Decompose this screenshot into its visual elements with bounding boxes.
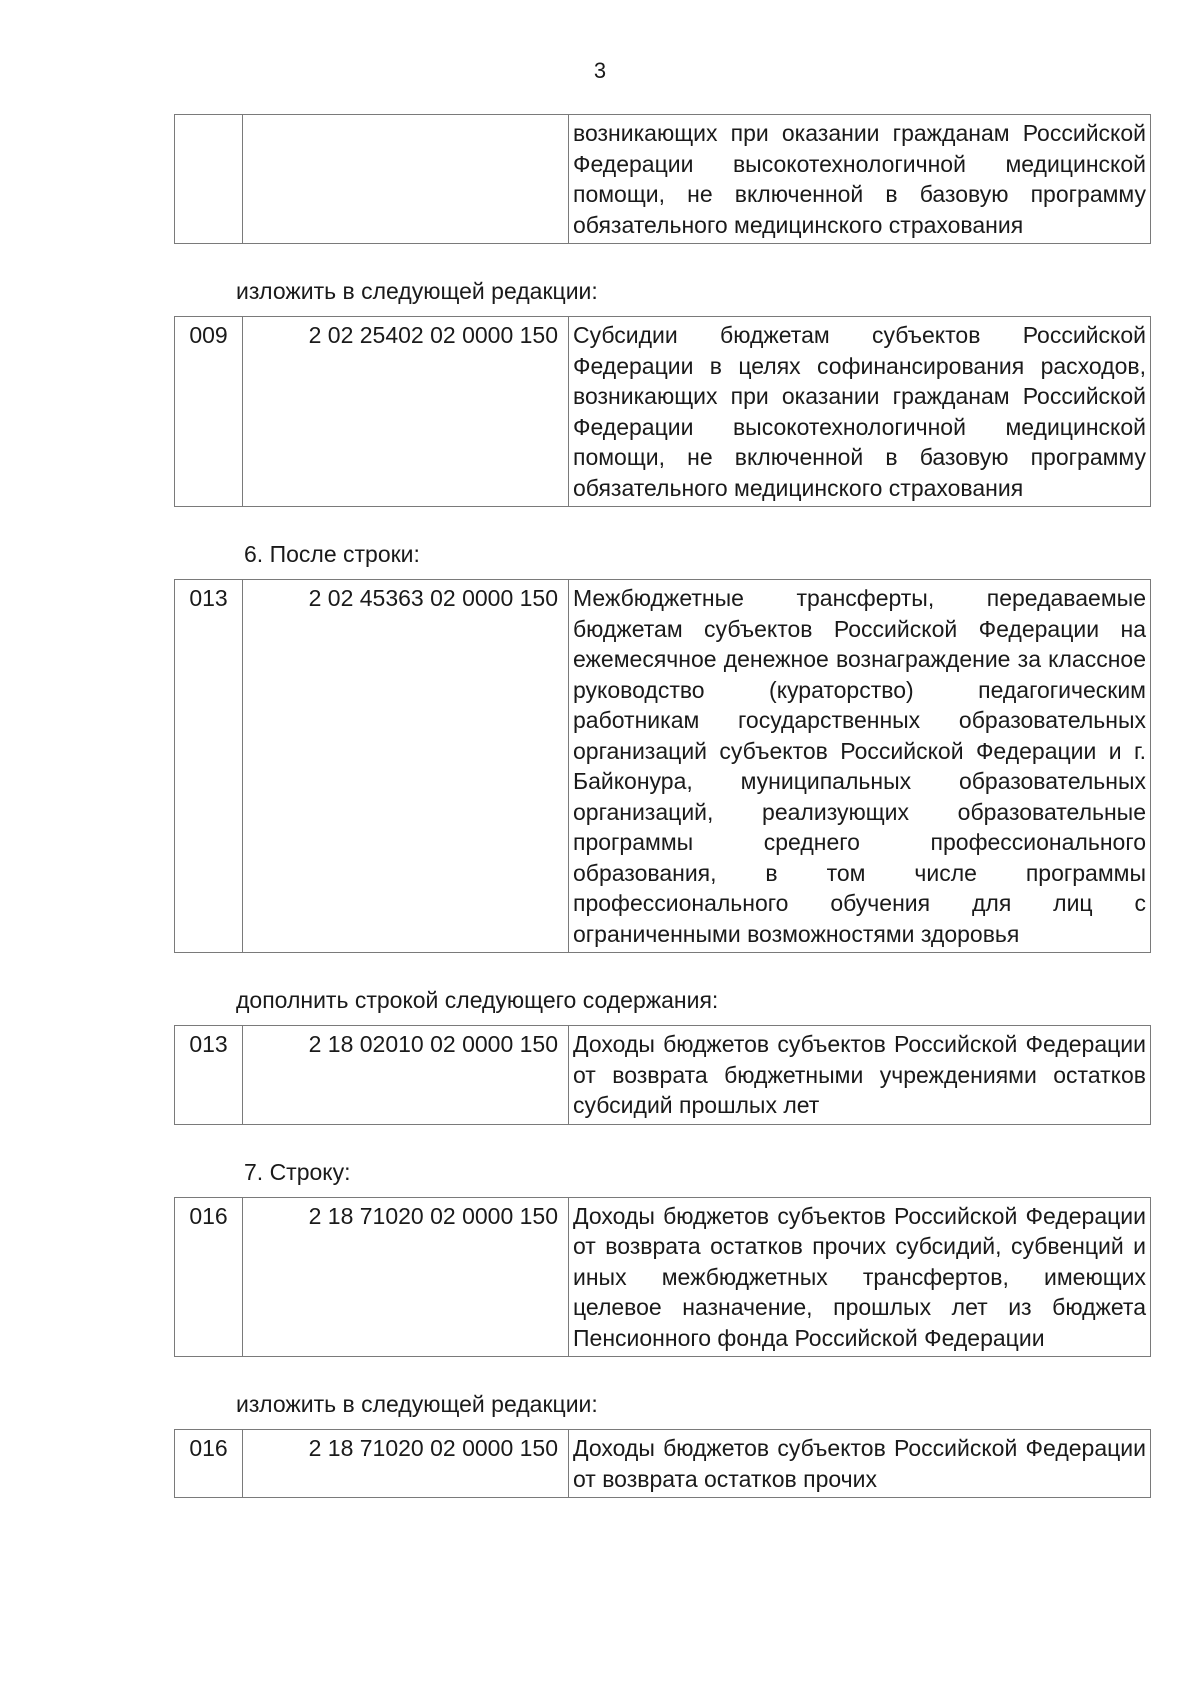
admin-code-cell: 013 [175,580,243,953]
document-body [174,114,1151,1498]
admin-code-cell: 013 [175,1026,243,1125]
table-row [175,1430,1151,1498]
instruction-text: 7. Строку: [244,1158,351,1185]
revenue-code-cell: 2 18 71020 02 0000 150 [243,1430,569,1498]
revenue-code-cell: 2 18 02010 02 0000 150 [243,1026,569,1125]
description-cell: Доходы бюджетов субъектов Российской Федерации от возврата бюджетными учреждениями остатков субсидий прошлых лет [569,1026,1151,1125]
budget-table [174,1197,1151,1358]
budget-table [174,316,1151,507]
instruction-text: изложить в следующей редакции: [236,1391,598,1417]
revenue-code-cell [243,115,569,244]
description-cell: Доходы бюджетов субъектов Российской Федерации от возврата остатков прочих субсидий, субвенций и иных межбюджетных трансфертов, имеющих целевое назначение, прошлых лет из бюджета Пенсионного фонда Российской Федерации [569,1197,1151,1357]
table-row [175,580,1151,953]
description-cell: Доходы бюджетов субъектов Российской Федерации от возврата остатков прочих [569,1430,1151,1498]
table-row [175,317,1151,507]
instruction-text: дополнить строкой следующего содержания: [236,987,719,1013]
instruction-text: 6. После строки: [244,541,420,567]
admin-code-cell: 016 [175,1197,243,1357]
page-number: 3 [593,58,607,83]
instruction-text: изложить в следующей редакции: [236,278,598,304]
admin-code-cell: 009 [175,317,243,507]
table-row [175,1197,1151,1357]
budget-table [174,114,1151,244]
revenue-code-cell: 2 02 45363 02 0000 150 [243,580,569,953]
revenue-code-cell: 2 02 25402 02 0000 150 [243,317,569,507]
table-row [175,1026,1151,1125]
table-row [175,115,1151,244]
description-cell: Межбюджетные трансферты, передаваемые бюджетам субъектов Российской Федерации на ежемесячное денежное вознаграждение за классное руководство (кураторство) педагогическим работникам государственных образовательных организаций субъектов Российской Федерации и г. Байконура, муниципальных образовательных организаций, реализующих образовательные программы среднего профессионального образования, в том числе программы профессионального обучения для лиц с ограниченными возможностями здоровья [569,580,1151,953]
budget-table [174,1429,1151,1498]
revenue-code-cell: 2 18 71020 02 0000 150 [243,1197,569,1357]
description-cell: возникающих при оказании гражданам Российской Федерации высокотехнологичной медицинской помощи, не включенной в базовую программу обязательного медицинского страхования [569,115,1151,244]
admin-code-cell [175,115,243,244]
budget-table [174,1025,1151,1125]
description-cell: Субсидии бюджетам субъектов Российской Федерации в целях софинансирования расходов, возникающих при оказании гражданам Российской Федерации высокотехнологичной медицинской помощи, не включенной в базовую программу обязательного медицинского страхования [569,317,1151,507]
budget-table [174,579,1151,953]
admin-code-cell: 016 [175,1430,243,1498]
